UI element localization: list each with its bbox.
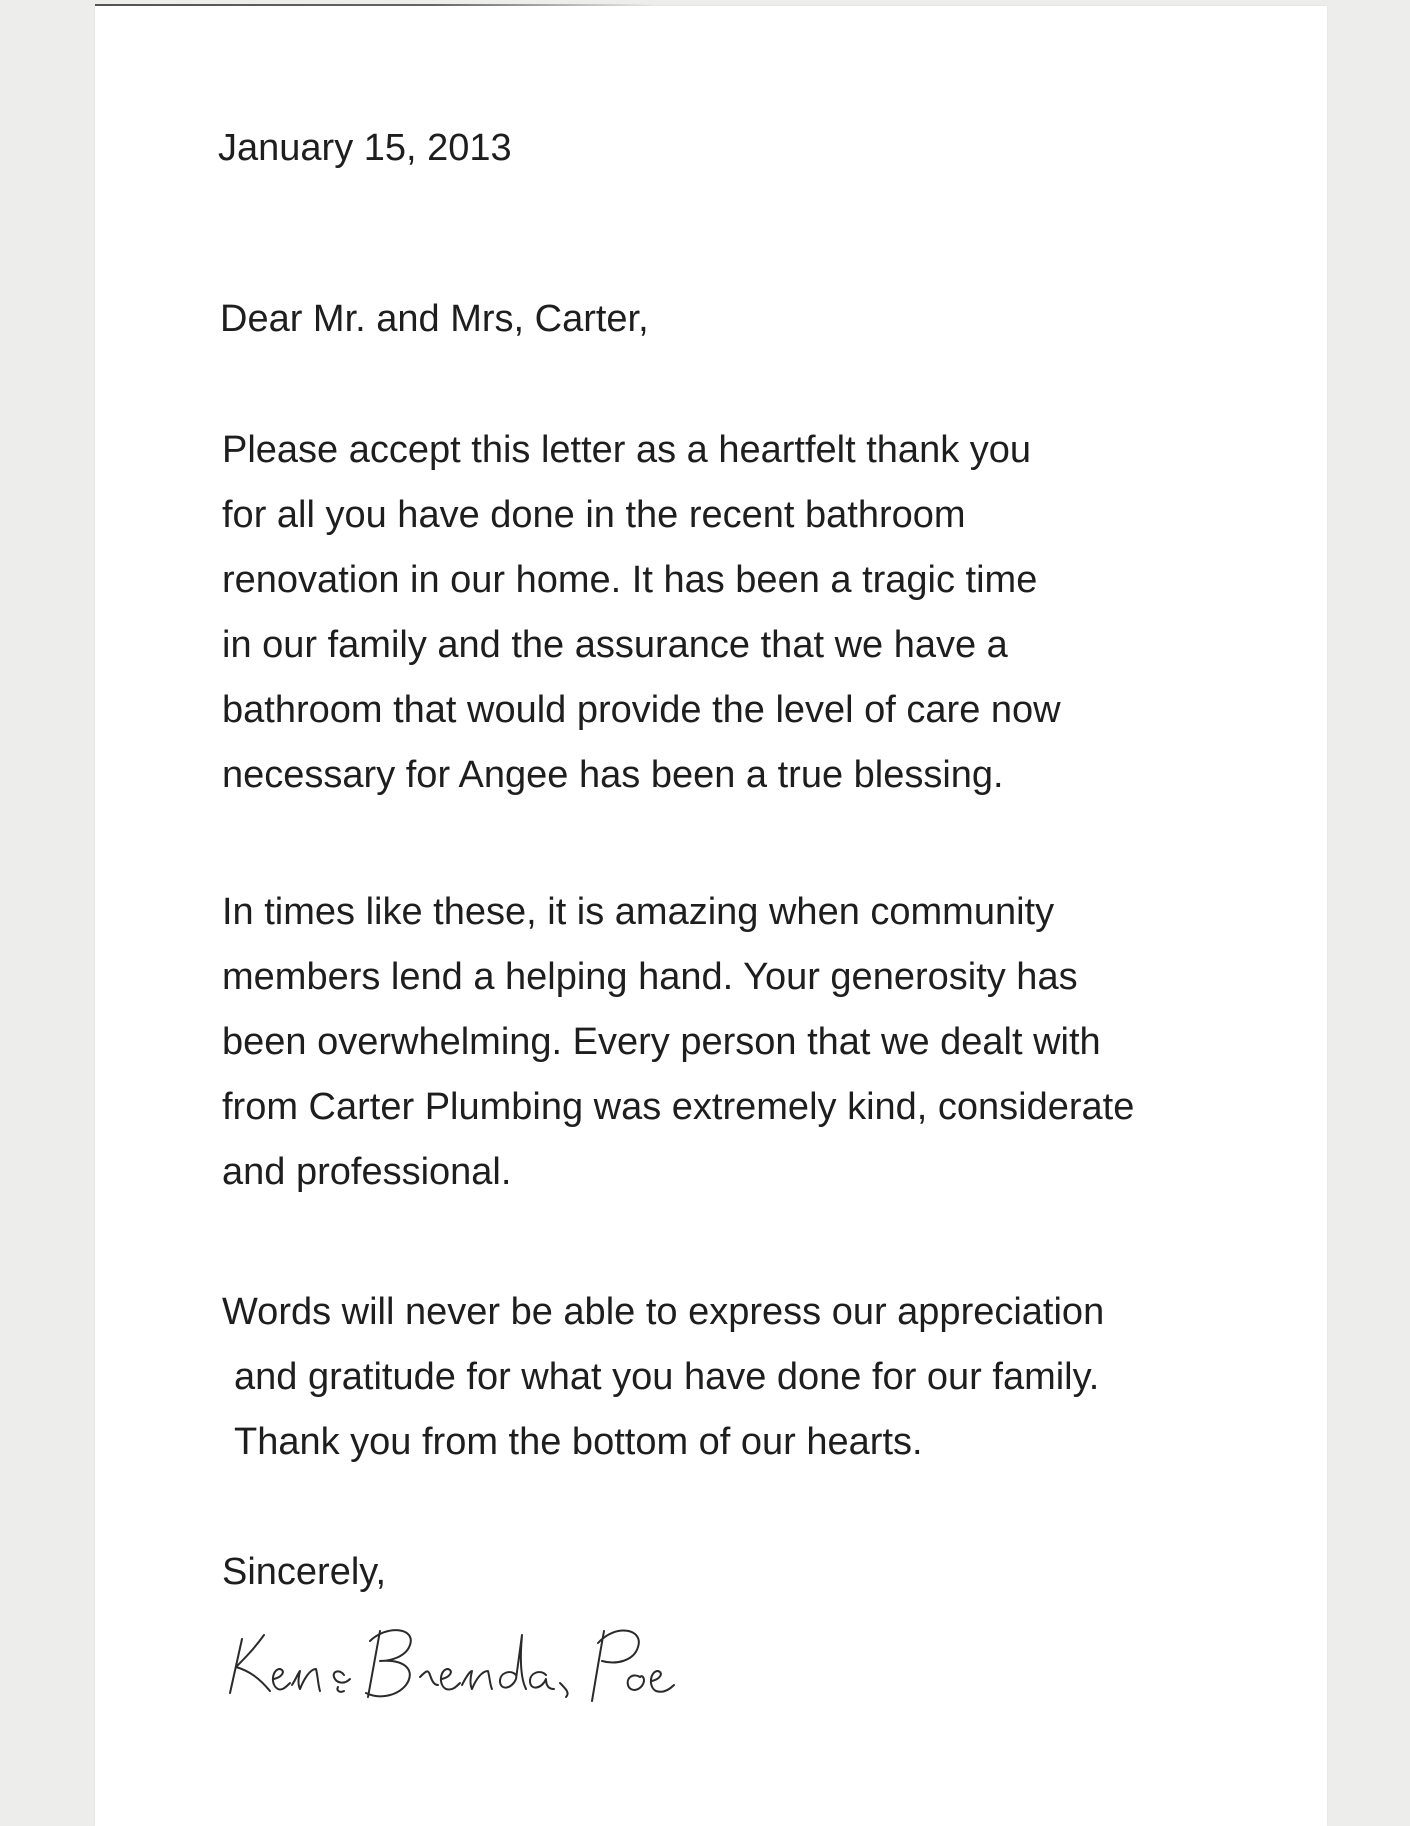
paragraph-line: necessary for Angee has been a true blessing. xyxy=(222,754,1004,796)
paragraph-line: for all you have done in the recent bathroom xyxy=(222,494,966,536)
paragraph-line: from Carter Plumbing was extremely kind, considerate xyxy=(222,1086,1135,1128)
paragraph-line: in our family and the assurance that we have a xyxy=(222,624,1008,666)
paragraph-line: Words will never be able to express our appreciation xyxy=(222,1291,1105,1333)
paragraph-line: and gratitude for what you have done for our family. xyxy=(234,1356,1100,1398)
letter-salutation: Dear Mr. and Mrs, Carter, xyxy=(220,298,649,340)
paragraph-2 xyxy=(222,880,1134,1205)
paragraph-line: In times like these, it is amazing when community xyxy=(222,891,1055,933)
paragraph-line: been overwhelming. Every person that we dealt with xyxy=(222,1021,1101,1063)
paragraph-line: renovation in our home. It has been a tragic time xyxy=(222,559,1038,601)
letter-date: January 15, 2013 xyxy=(218,127,512,169)
paragraph-line: Thank you from the bottom of our hearts. xyxy=(234,1421,923,1463)
paragraph-line: Please accept this letter as a heartfelt thank you xyxy=(222,429,1032,471)
handwritten-signature xyxy=(220,1605,700,1715)
paragraph-line: bathroom that would provide the level of care now xyxy=(222,689,1061,731)
paragraph-line: and professional. xyxy=(222,1151,512,1193)
paragraph-line: members lend a helping hand. Your generosity has xyxy=(222,956,1078,998)
letter-closing: Sincerely, xyxy=(222,1551,387,1593)
paragraph-3 xyxy=(222,1280,1104,1475)
paragraph-1 xyxy=(222,418,1061,808)
